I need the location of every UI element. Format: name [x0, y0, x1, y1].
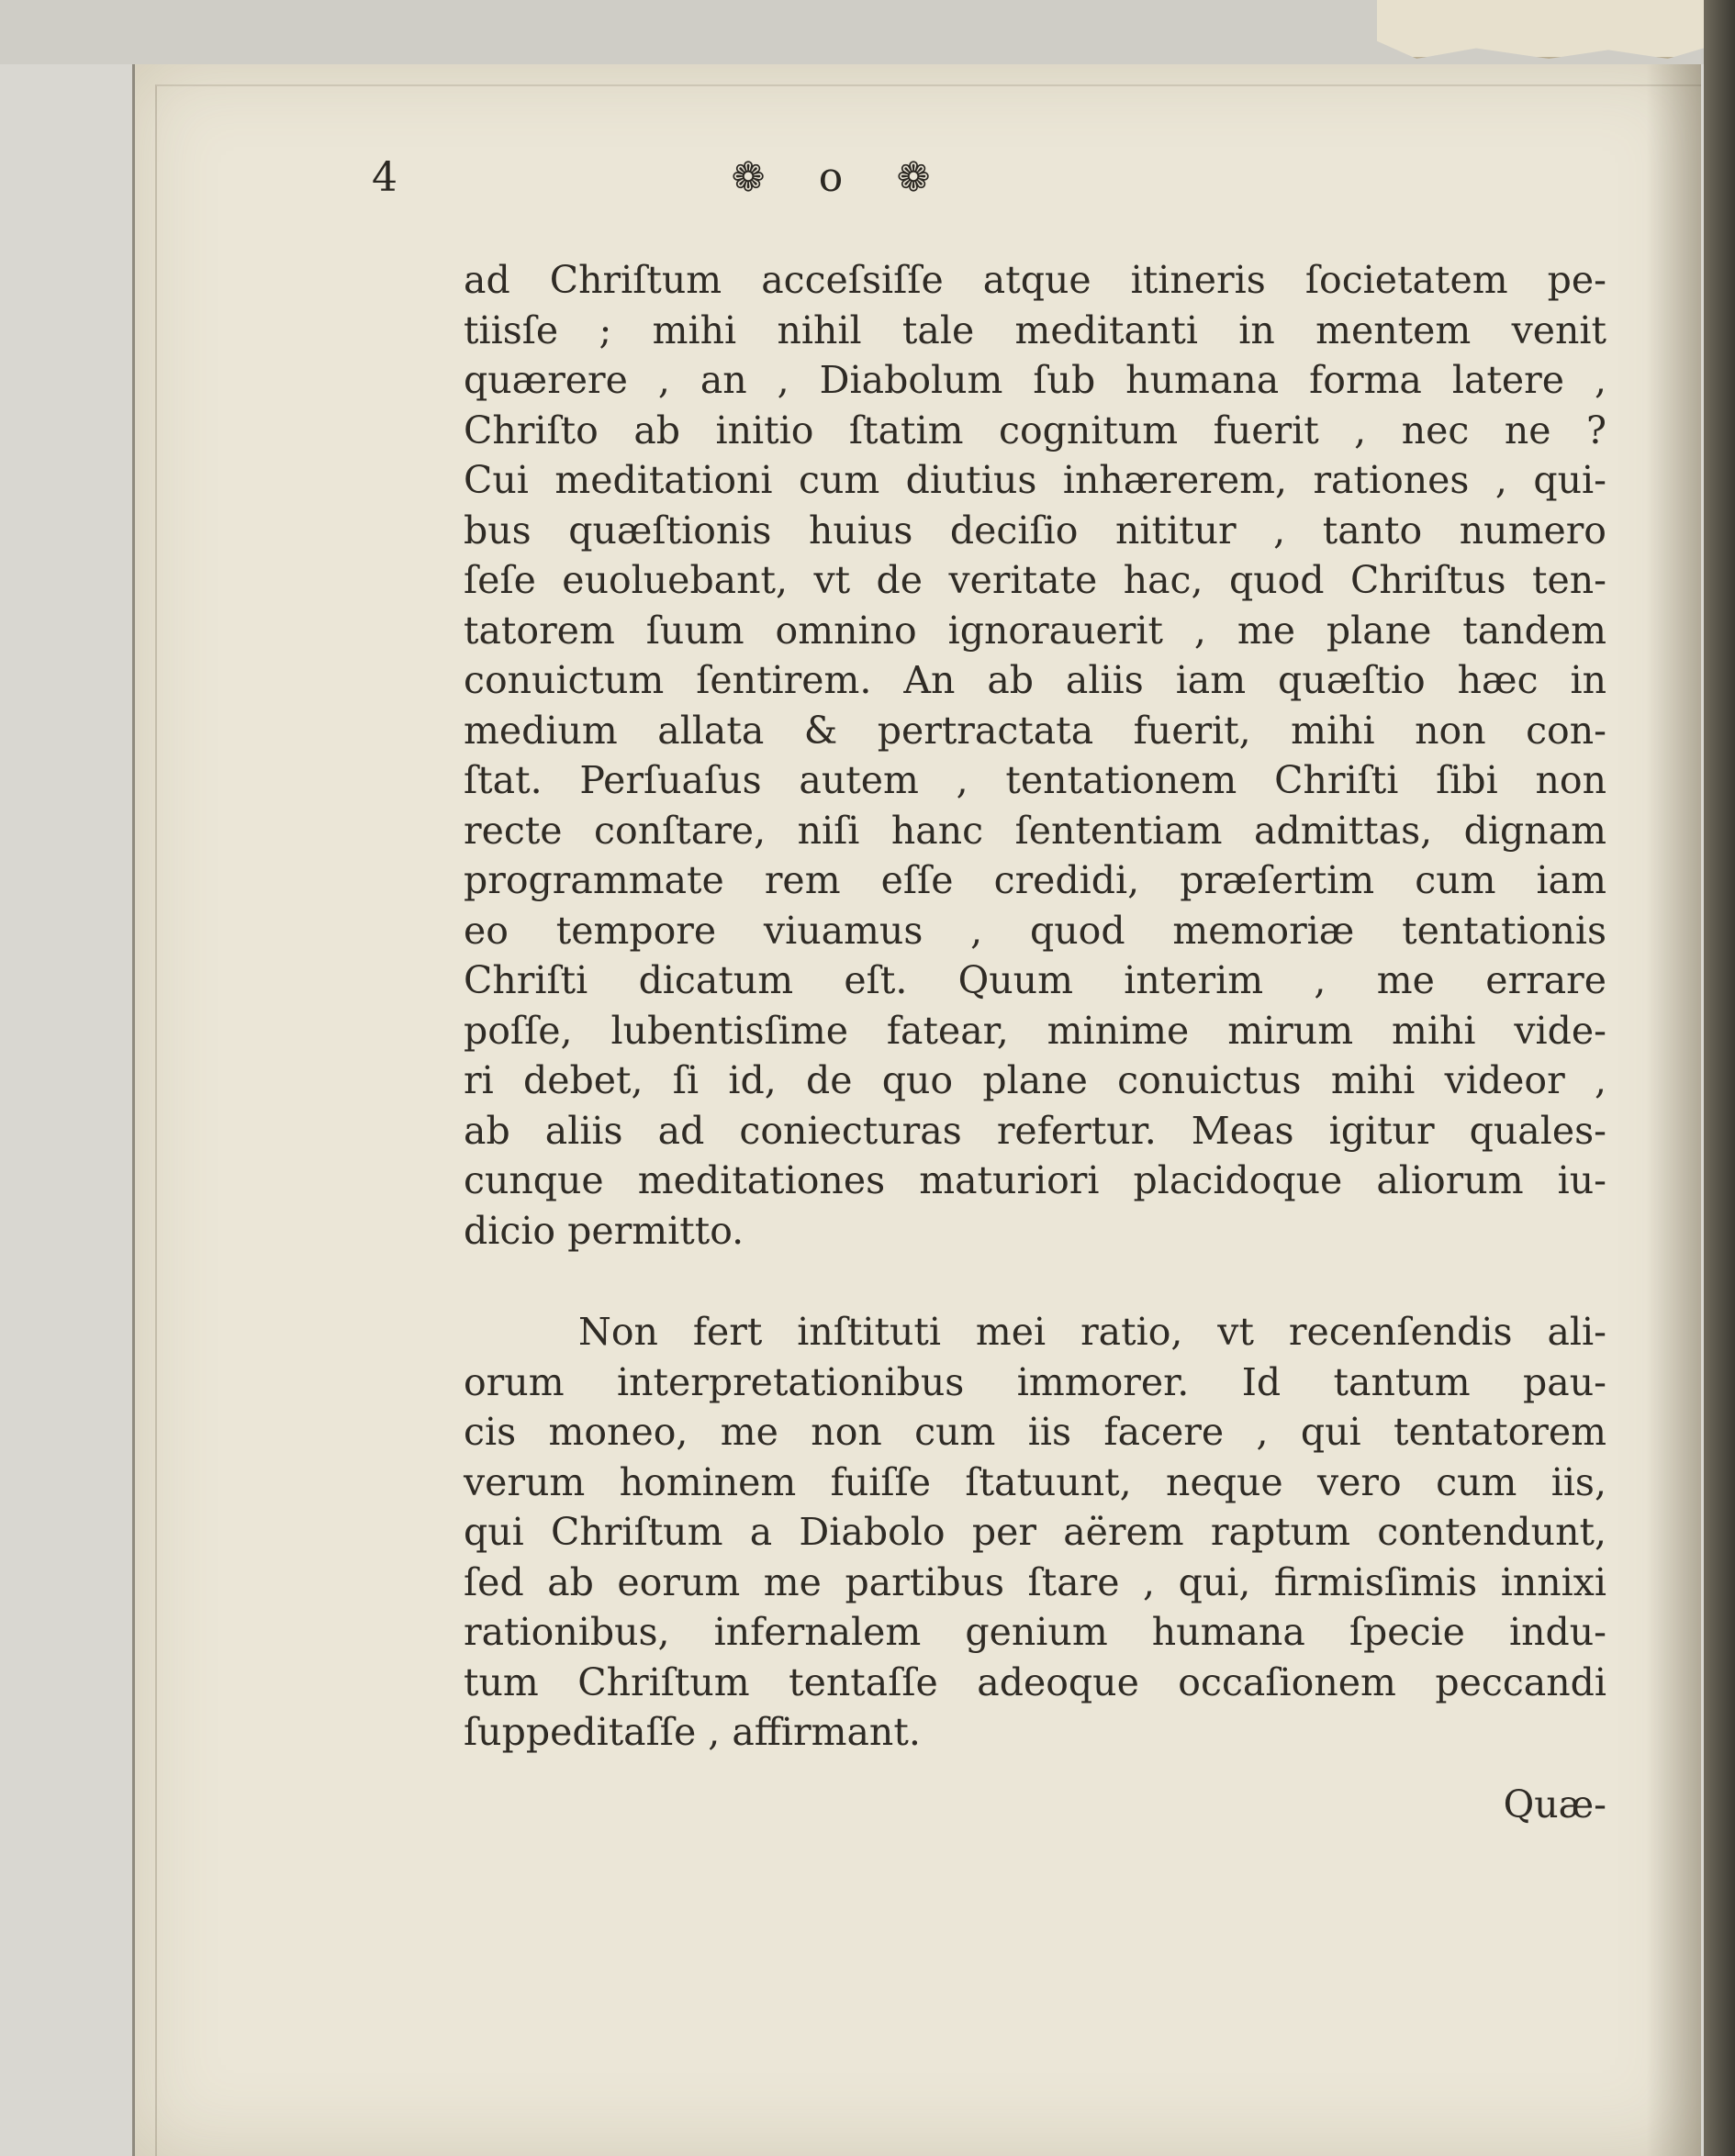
text-line: tiisſe ; mihi nihil tale meditanti in mentem venit [464, 307, 1606, 352]
text-line: ſuppeditaſſe , affirmant. [464, 1710, 921, 1754]
flower-ornament-icon: ❁ [896, 154, 931, 201]
flower-ornament-icon: ❁ [731, 154, 766, 201]
text-line: ſeſe euoluebant, vt de veritate hac, quod Chriſtus ten- [464, 558, 1606, 602]
page-number: 4 [372, 154, 397, 201]
text-line: Chriſto ab initio ſtatim cognitum fuerit , nec ne ? [464, 408, 1606, 452]
text-line: eo tempore viuamus , quod memoriæ tentationis [464, 908, 1606, 953]
text-line: tatorem ſuum omnino ignorauerit , me plane tandem [464, 608, 1606, 653]
text-line: ad Chriſtum acceſsiſſe atque itineris ſocietatem pe- [464, 258, 1606, 302]
text-line: tum Chriſtum tentaſſe adeoque occaſionem peccandi [464, 1659, 1606, 1704]
text-line: quærere , an , Diabolum ſub humana forma latere , [464, 358, 1606, 402]
body-text [464, 255, 1606, 1758]
text-line: ſtat. Perſuaſus autem , tentationem Chriſti ſibi non [464, 758, 1606, 802]
text-line: Non fert inſtituti mei ratio, vt recenſendis ali- [578, 1310, 1606, 1354]
text-line: orum interpretationibus immorer. Id tantum pau- [464, 1359, 1606, 1404]
scan-backdrop-right [1704, 0, 1735, 2156]
text-line: rationibus, infernalem genium humana ſpecie indu- [464, 1610, 1606, 1654]
text-line: programmate rem eſſe credidi, præſertim cum iam [464, 858, 1606, 902]
text-line: poſſe, lubentisſime fatear, minime mirum mihi vide- [464, 1008, 1606, 1053]
text-line: verum hominem fuiſſe ſtatuunt, neque vero cum iis, [464, 1459, 1606, 1504]
text-line: qui Chriſtum a Diabolo per aërem raptum contendunt, [464, 1510, 1606, 1554]
header-centre-mark: o [818, 154, 844, 201]
text-line: dicio permitto. [464, 1208, 744, 1253]
text-line: cunque meditationes maturiori placidoque aliorum iu- [464, 1158, 1606, 1202]
paragraph [464, 255, 1606, 1256]
gutter-shadow [1646, 64, 1701, 2156]
text-line: Cui meditationi cum diutius inhærerem, rationes , qui- [464, 458, 1606, 502]
text-line: bus quæſtionis huius deciſio nititur , tanto numero [464, 508, 1606, 553]
text-line: recte conſtare, niſi hanc ſententiam admittas, dignam [464, 808, 1606, 853]
text-line: Chriſti dicatum eſt. Quum interim , me errare [464, 958, 1606, 1002]
text-line: ri debet, ſi id, de quo plane conuictus mihi videor , [464, 1058, 1606, 1102]
text-line: cis moneo, me non cum iis facere , qui tentatorem [464, 1410, 1606, 1454]
text-line: ab aliis ad coniecturas refertur. Meas igitur quales- [464, 1108, 1606, 1153]
text-line: ſed ab eorum me partibus ſtare , qui, firmisſimis innixi [464, 1559, 1606, 1604]
catchword: Quæ- [1503, 1782, 1606, 1826]
text-line: conuictum ſentirem. An ab aliis iam quæſtio hæc in [464, 658, 1606, 702]
torn-paper-scrap [1377, 0, 1707, 59]
text-line: medium allata & pertractata fuerit, mihi non con- [464, 708, 1606, 753]
paragraph [464, 1307, 1606, 1758]
running-header [372, 136, 1198, 218]
